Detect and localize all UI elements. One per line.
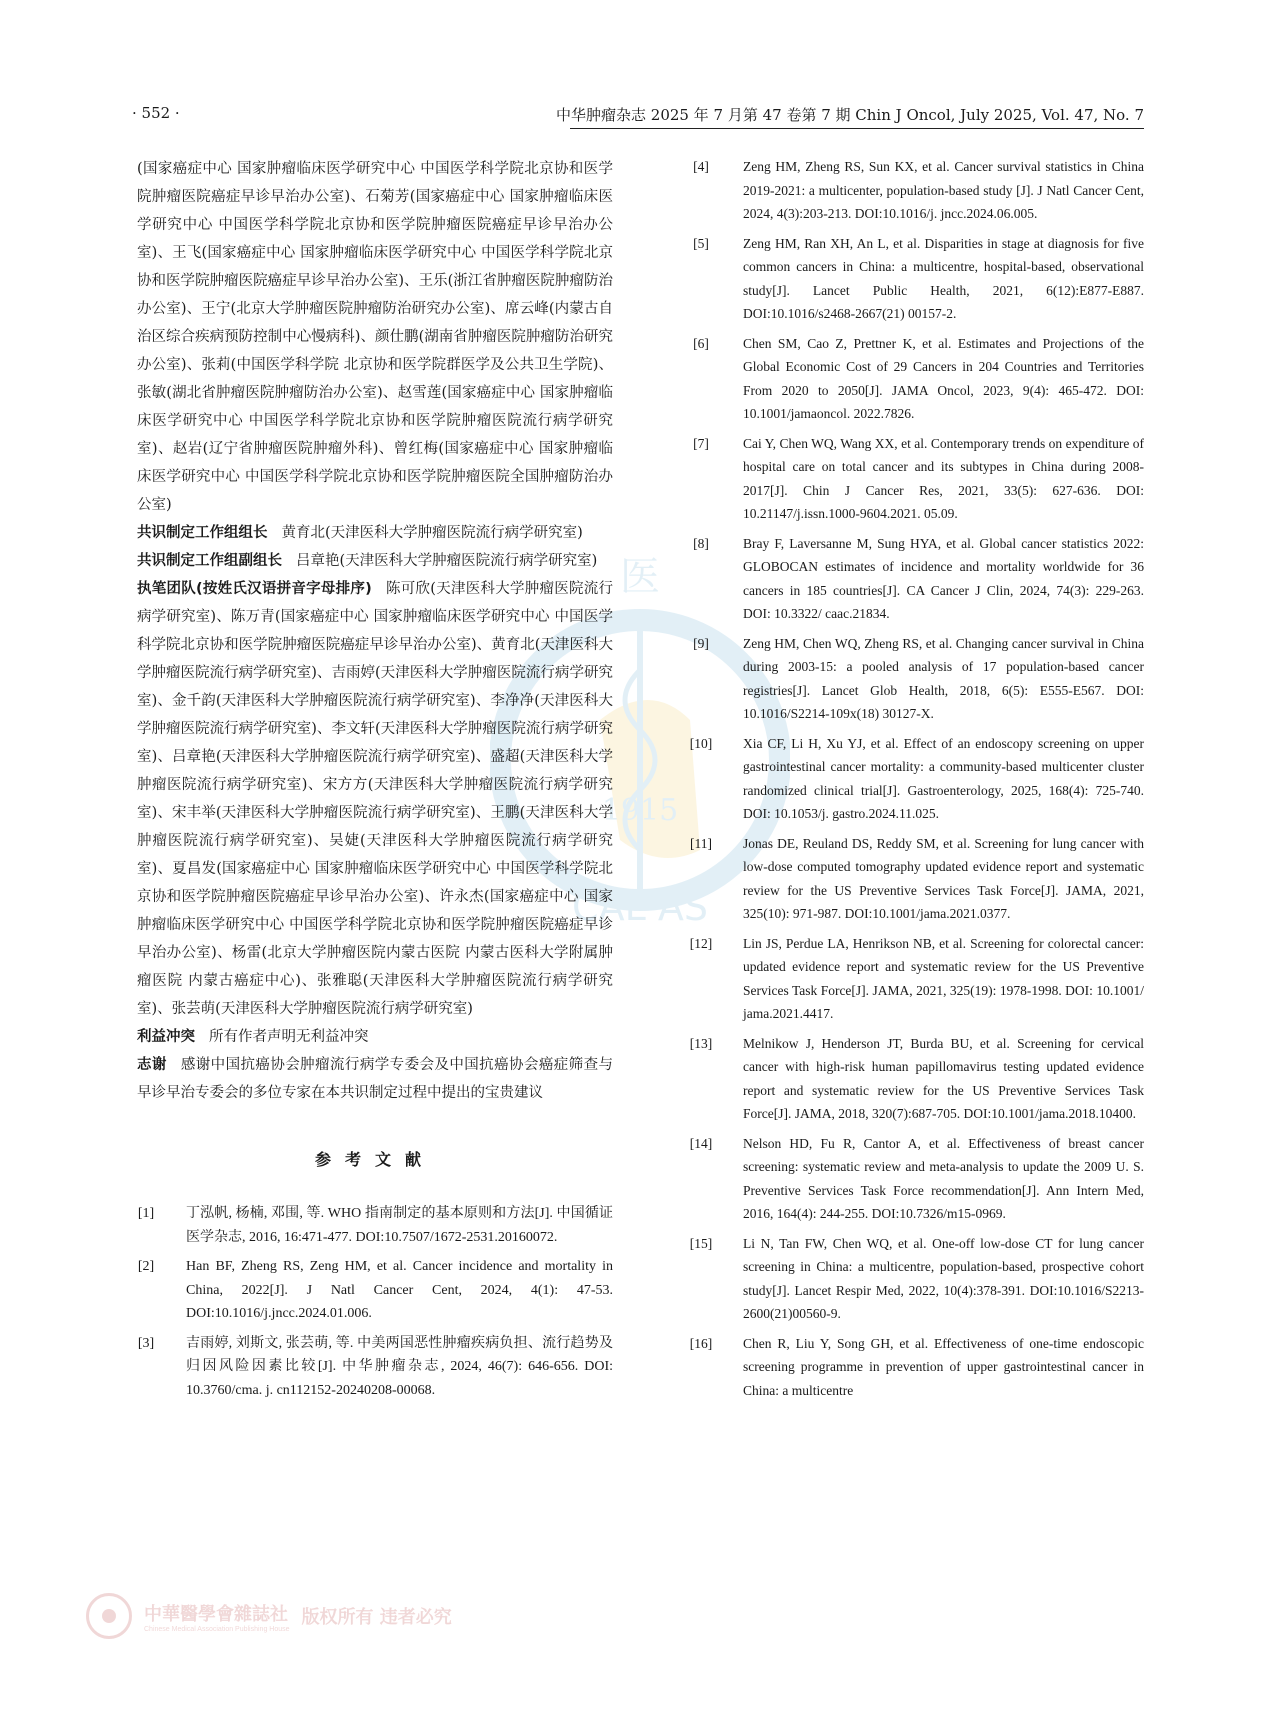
header-rule <box>570 128 1144 129</box>
reference-text: Chen SM, Cao Z, Prettner K, et al. Estimates and Projections of the Global Economic Cost of 29 Cancers in 204 Countries and Territories From 2020 to 2050[J]. JAMA Oncol, 2023, 9(4): 465-472. DOI: 10.1001/jamaoncol. 2022.7826. <box>743 335 1144 421</box>
reference-text: Jonas DE, Reuland DS, Reddy SM, et al. Screening for lung cancer with low-dose computed tomography updated evidence report and systematic review for the US Preventive Services Task Force[J]. JAMA, 2021, 325(10): 971-987. DOI:10.1001/jama.2021.0377. <box>743 835 1144 921</box>
reference-number: [16] <box>689 1335 713 1351</box>
reference-text: Zeng HM, Chen WQ, Zheng RS, et al. Changing cancer survival in China during 2003-15: a pooled analysis of 17 population-based cancer registries[J]. Lancet Glob Health, 2018, 6(5): E555-E567. DOI: 10.1016/S2214-109x(18) 30127-X. <box>743 635 1144 721</box>
reference-item <box>681 1032 1144 1126</box>
watermark-year: 1915 <box>601 793 679 828</box>
reference-text: Nelson HD, Fu R, Cantor A, et al. Effectiveness of breast cancer screening: systematic review and meta-analysis to update the 2009 U. S. Preventive Services Task Force recommendation[J]. Ann Intern Med, 2016, 164(4): 244-255. DOI:10.7326/m15-0969. <box>743 1135 1144 1221</box>
watermark-char: 医 <box>620 554 660 600</box>
leader-title: 共识制定工作组组长 <box>137 525 268 541</box>
reference-number: [8] <box>693 535 709 551</box>
journal-citation: 中华肿瘤杂志 2025 年 7 月第 47 卷第 7 期 Chin J Oncol, July 2025, Vol. 47, No. 7 <box>556 106 1144 124</box>
members-continued: (国家癌症中心 国家肿瘤临床医学研究中心 中国医学科学院北京协和医学院肿瘤医院癌症早诊早治办公室)、石菊芳(国家癌症中心 国家肿瘤临床医学研究中心 中国医学科学院北京协和医学院肿瘤医院癌症早诊早治办公室)、王飞(国家癌症中心 国家肿瘤临床医学研究中心 中国医学科学院北京协和医学院肿瘤医院癌症早诊早治办公室)、王乐(浙江省肿瘤医院肿瘤防治办公室)、王宁(北京大学肿瘤医院肿瘤防治研究办公室)、席云峰(内蒙古自治区综合疾病预防控制中心慢病科)、颜仕鹏(湖南省肿瘤医院肿瘤防治研究办公室)、张莉(中国医学科学院 北京协和医学院群医学及公共卫生学院)、张敏(湖北省肿瘤医院肿瘤防治办公室)、赵雪莲(国家癌症中心 国家肿瘤临床医学研究中心 中国医学科学院北京协和医学院肿瘤医院流行病学研究室)、赵岩(辽宁省肿瘤医院肿瘤外科)、曾红梅(国家癌症中心 国家肿瘤临床医学研究中心 中国医学科学院北京协和医学院肿瘤医院全国肿瘤防治办公室) <box>137 161 613 513</box>
leader-section <box>137 519 613 547</box>
reference-item <box>681 832 1144 926</box>
reference-item <box>681 155 1144 226</box>
reference-number: [3] <box>137 1335 155 1351</box>
reference-text: Bray F, Laversanne M, Sung HYA, et al. Global cancer statistics 2022: GLOBOCAN estimates of incidence and mortality worldwide for 36 cancers in 185 countries[J]. CA Cancer J Clin, 2024, 74(3): 229-263. DOI: 10.3322/ caac.21834. <box>743 535 1144 621</box>
right-column <box>681 155 1144 1408</box>
reference-number: [4] <box>693 159 709 174</box>
writers-text: 陈可欣(天津医科大学肿瘤医院流行病学研究室)、陈万青(国家癌症中心 国家肿瘤临床医学研究中心 中国医学科学院北京协和医学院肿瘤医院癌症早诊早治办公室)、黄育北(天津医科大学肿瘤医院流行病学研究室)、吉雨婷(天津医科大学肿瘤医院流行病学研究室)、金千韵(天津医科大学肿瘤医院流行病学研究室)、李净净(天津医科大学肿瘤医院流行病学研究室)、李文轩(天津医科大学肿瘤医院流行病学研究室)、吕章艳(天津医科大学肿瘤医院流行病学研究室)、盛超(天津医科大学肿瘤医院流行病学研究室)、宋方方(天津医科大学肿瘤医院流行病学研究室)、宋丰举(天津医科大学肿瘤医院流行病学研究室)、王鹏(天津医科大学肿瘤医院流行病学研究室)、吴婕(天津医科大学肿瘤医院流行病学研究室)、夏昌发(国家癌症中心 国家肿瘤临床医学研究中心 中国医学科学院北京协和医学院肿瘤医院癌症早诊早治办公室)、许永杰(国家癌症中心 国家肿瘤临床医学研究中心 中国医学科学院北京协和医学院肿瘤医院癌症早诊早治办公室)、杨雷(北京大学肿瘤医院内蒙古医院 内蒙古医科大学附属肿瘤医院 内蒙古癌症中心)、张雅聪(天津医科大学肿瘤医院流行病学研究室)、张芸萌(天津医科大学肿瘤医院流行病学研究室) <box>137 581 613 1017</box>
reference-number: [9] <box>693 635 709 651</box>
copyright-notice: 版权所有 违者必究 <box>301 1607 452 1628</box>
reference-number: [1] <box>137 1206 155 1221</box>
reference-text: Xia CF, Li H, Xu YJ, et al. Effect of an endoscopy screening on upper gastrointestinal cancer mortality: a community-based multicenter cluster randomized clinical trial[J]. Gastroenterology, 2025, 168(4): 725-740. DOI: 10.1053/j. gastro.2024.11.025. <box>743 735 1144 821</box>
reference-item <box>681 532 1144 626</box>
reference-number: [11] <box>690 835 712 851</box>
reference-text: Zeng HM, Ran XH, An L, et al. Disparities in stage at diagnosis for five common cancers in China: a multicentre, hospital-based, observational study[J]. Lancet Public Health, 2021, 6(12):E877-E887. DOI:10.1016/s2468-2667(21) 00157-2. <box>743 235 1144 321</box>
deputy-title: 共识制定工作组副组长 <box>137 553 282 569</box>
reference-item <box>681 332 1144 426</box>
reference-text: Li N, Tan FW, Chen WQ, et al. One-off low-dose CT for lung cancer screening in China: a multicentre, population-based, prospective cohort study[J]. Lancet Respir Med, 2022, 10(4):378-391. DOI:10.1016/S2213-2600(21)00560-9. <box>743 1235 1144 1321</box>
left-column <box>137 155 613 1408</box>
reference-item <box>126 1202 613 1249</box>
reference-number: [7] <box>693 435 709 451</box>
reference-item <box>126 1255 613 1326</box>
coi-section <box>137 1023 613 1051</box>
reference-number: [6] <box>693 335 709 351</box>
references-heading: 参考文献 <box>314 1150 435 1169</box>
reference-text: Melnikow J, Henderson JT, Burda BU, et al. Screening for cervical cancer with high-risk human papillomavirus testing updated evidence report and systematic review for the US Preventive Services Task Force[J]. JAMA, 2018, 320(7):687-705. DOI:10.1001/jama.2018.10400. <box>743 1035 1144 1121</box>
writers-title: 执笔团队(按姓氏汉语拼音字母排序) <box>137 581 372 597</box>
reference-list-left <box>137 1202 613 1402</box>
page-number: · 552 · <box>132 104 180 122</box>
reference-item <box>681 1232 1144 1326</box>
reference-number: [15] <box>689 1235 713 1251</box>
reference-number: [5] <box>693 235 709 251</box>
reference-item <box>681 1132 1144 1226</box>
ack-title: 志谢 <box>137 1057 167 1073</box>
publisher-name-cn: 中華醫學會雜誌社 <box>144 1603 288 1625</box>
reference-item <box>681 232 1144 326</box>
reference-number: [14] <box>689 1135 713 1151</box>
reference-number: [10] <box>689 735 713 751</box>
reference-text: Han BF, Zheng RS, Zeng HM, et al. Cancer incidence and mortality in China, 2022[J]. J Natl Cancer Cent, 2024, 4(1): 47-53. DOI:10.1016/j.jncc.2024.01.006. <box>186 1259 613 1321</box>
coi-title: 利益冲突 <box>137 1029 195 1045</box>
reference-text: Chen R, Liu Y, Song GH, et al. Effectiveness of one-time endoscopic screening programme in prevention of upper gastrointestinal cancer in China: a multicentre <box>743 1335 1144 1398</box>
running-header <box>132 104 1144 128</box>
publisher-seal-icon <box>86 1593 132 1639</box>
reference-text: Cai Y, Chen WQ, Wang XX, et al. Contemporary trends on expenditure of hospital care on total cancer and its subtypes in China during 2008-2017[J]. Chin J Cancer Res, 2021, 33(5): 627-636. DOI: 10.21147/j.issn.1000-9604.2021. 05.09. <box>743 435 1144 521</box>
reference-item <box>681 632 1144 726</box>
reference-item <box>681 1332 1144 1403</box>
writers-section <box>137 575 613 1023</box>
reference-number: [13] <box>689 1035 713 1051</box>
reference-text: 吉雨婷, 刘斯文, 张芸萌, 等. 中美两国恶性肿瘤疾病负担、流行趋势及归因风险因素比较[J]. 中华肿瘤杂志, 2024, 46(7): 646-656. DOI: 10.3760/cma. j. cn112152-20240208-00068. <box>186 1335 613 1398</box>
reference-text: 丁泓帆, 杨楠, 邓围, 等. WHO 指南制定的基本原则和方法[J]. 中国循证医学杂志, 2016, 16:471-477. DOI:10.7507/1672-2531.20160072. <box>186 1206 613 1245</box>
reference-item <box>681 432 1144 526</box>
deputy-text: 吕章艳(天津医科大学肿瘤医院流行病学研究室) <box>296 553 598 569</box>
ack-text: 感谢中国抗癌协会肿瘤流行病学专委会及中国抗癌协会癌症筛查与早诊早治专委会的多位专家在本共识制定过程中提出的宝贵建议 <box>137 1057 614 1101</box>
publisher-name-block <box>144 1600 290 1633</box>
publisher-watermark <box>86 1594 452 1638</box>
reference-number: [12] <box>689 935 713 951</box>
ack-section <box>137 1051 613 1107</box>
publisher-name-en: Chinese Medical Association Publishing House <box>144 1625 290 1633</box>
reference-item <box>681 932 1144 1026</box>
reference-number: [2] <box>137 1259 155 1274</box>
coi-text: 所有作者声明无利益冲突 <box>209 1029 369 1045</box>
reference-text: Zeng HM, Zheng RS, Sun KX, et al. Cancer survival statistics in China 2019-2021: a multicenter, population-based study [J]. J Natl Cancer Cent, 2024, 4(3):203-213. DOI:10.1016/j. jncc.2024.06.005. <box>743 159 1144 221</box>
deputy-section <box>137 547 613 575</box>
leader-text: 黄育北(天津医科大学肿瘤医院流行病学研究室) <box>281 525 583 541</box>
reference-text: Lin JS, Perdue LA, Henrikson NB, et al. Screening for colorectal cancer: updated evidence report and systematic review for the US Preventive Services Task Force[J]. JAMA, 2021, 325(19): 1978-1998. DOI: 10.1001/ jama.2021.4417. <box>743 935 1144 1021</box>
reference-item <box>126 1332 613 1403</box>
watermark-latin: CAL AS <box>572 885 708 929</box>
reference-item <box>681 732 1144 826</box>
